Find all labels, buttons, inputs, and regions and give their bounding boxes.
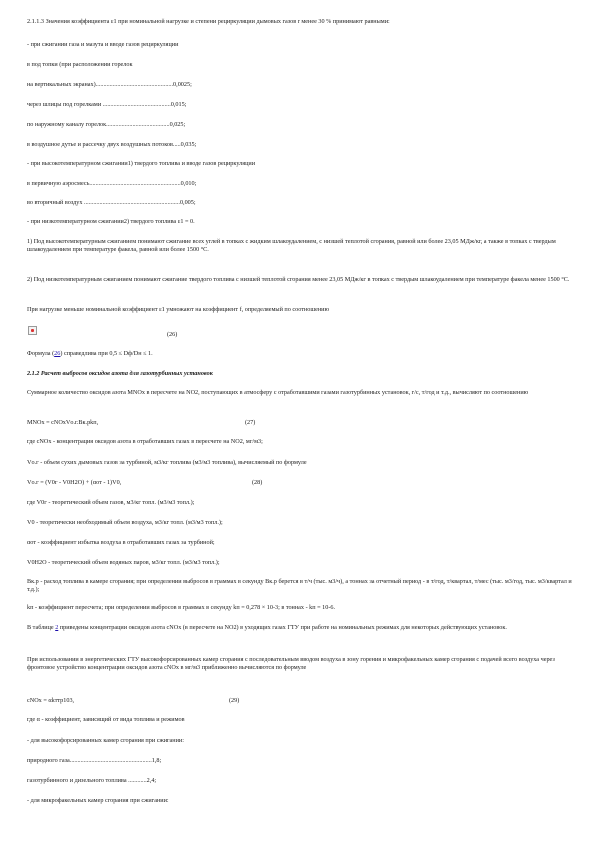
- paragraph-heading: 2.1.1.3 Значения коэффициента ε1 при номинальной нагрузке и степени рециркуляции дымовых газов r менее 30 % принимают равными:: [27, 18, 390, 25]
- text-line: где cNOх - концентрация оксидов азота в отработавших газах в пересчете на NO2, мг/м3;: [27, 438, 263, 445]
- equation: MNOх = cNOхVо.г.Bк.pkп,: [27, 419, 99, 426]
- text-fragment: В таблице: [27, 624, 56, 631]
- text-fragment: приведены концентрации оксидов азота cNOх (в пересчете на NO2) в уходящих газах ГТУ при работе на номинальных режимах для некоторых действующих установок.: [58, 624, 507, 631]
- text-line: в под топки (при расположении горелок: [27, 61, 133, 68]
- list-item: - при низкотемпературном сжигании2) твердого топлива ε1 = 0.: [27, 218, 195, 225]
- text-line: на вертикальных экранах)..................................................0,0025;: [27, 81, 192, 88]
- text-line: во вторичный воздух ..............................................................0,005;: [27, 199, 196, 206]
- text-line: αот - коэффициент избытка воздуха в отработавших газах за турбиной;: [27, 539, 215, 546]
- list-item: - для высокофорсированных камер сгорания при сжигании:: [27, 737, 184, 744]
- equation-number: (26): [167, 331, 178, 338]
- section-heading: 2.1.2 Расчет выбросов оксидов азота для газотурбинных установок: [27, 370, 213, 377]
- footnote-1: 1) Под высокотемпературным сжиганием понимают сжигание всех углей в топках с жидким шлакоудалением, с низшей теплотой сгорания, равной или более 23,05 МДж/кг, а также в топках с твердым шлакоудалением при температуре факела, равной или более 1500 °С.: [27, 238, 556, 253]
- paragraph: При использовании в энергетических ГТУ высокофорсированных камер сгорания с последовательным вводом воздуха в зону горения и микрофакельных камер сгорания с подачей всего воздуха через фронтовое устройство концентрации оксидов азота cNOх в мг/м3 приближенно вычисляются по формуле: [27, 656, 555, 671]
- equation-number: (27): [245, 419, 256, 426]
- text-line: Vо.г - объем сухих дымовых газов за турбиной, м3/кг топлива (м3/м3 топлива), вычисляемый по формуле: [27, 459, 307, 466]
- paragraph: [27, 624, 572, 632]
- formula-image-icon: [28, 326, 37, 335]
- text-line: [27, 350, 572, 358]
- text-line: V0 - теоретически необходимый объем воздуха, м3/кг топл. (м3/м3 топл.);: [27, 519, 223, 526]
- text-line: kп - коэффициент пересчета; при определении выбросов в граммах в секунду kп = 0,278 × 10-3; в тоннах - kп = 10-6.: [27, 604, 336, 611]
- footnote-2: 2) Под низкотемпературным сжиганием понимают сжигание твердого топлива с низшей теплотой сгорания менее 23,05 МДж/кг в топках с твердым шлакоудалением при температуре факела менее 1500 °С.: [27, 276, 570, 283]
- text-line: через шлицы под горелками ............................................0,015;: [27, 101, 187, 108]
- text-line: в первичную аэросмесь...........................................................0,010;: [27, 180, 197, 187]
- text-line: в воздушное дутье и рассечку двух воздушных потоков.....0,035;: [27, 141, 197, 148]
- text-fragment: Формула (: [27, 350, 55, 357]
- paragraph: Суммарное количество оксидов азота MNOх в пересчете на NO2, поступающих в атмосферу с отработавшими газами газотурбинных установок, г/с, т/год и т.д., вычисляют по соотношению: [27, 389, 529, 396]
- text-line: V0H2O - теоретический объем водяных паров, м3/кг топл. (м3/м3 топл.);: [27, 559, 220, 566]
- table-link[interactable]: 2: [55, 624, 59, 631]
- equation-number: (29): [229, 697, 240, 704]
- paragraph: Bк.р - расход топлива в камере сгорания; при определении выбросов в граммах в секунду Bк.р берется в т/ч (тыс. м3/ч), а тоннах за отчетный период - в т/год, т/квартал, т/мес (тыс. м3/год, тыс. м3/квартал и т.д.);: [27, 578, 572, 593]
- equation: Vо.г = (V0г - V0H2O) + (αот - 1)V0,: [27, 479, 122, 486]
- text-line: где α - коэффициент, зависящий от вида топлива и режимов: [27, 716, 185, 723]
- list-item: - для микрофакельных камер сгорания при сжигании:: [27, 797, 169, 804]
- equation-number: (28): [252, 479, 263, 486]
- text-line: газотурбинного и дизельного топлива ............2,4;: [27, 777, 157, 784]
- list-item: - при сжигании газа и мазута и вводе газов рециркуляции: [27, 41, 179, 48]
- equation: cNOх = αkттр103,: [27, 697, 75, 704]
- formula-link[interactable]: 26: [54, 350, 61, 357]
- text-line: по наружному каналу горелок.........................................0,025;: [27, 121, 186, 128]
- list-item: - при высокотемпературном сжигании1) твердого топлива и вводе газов рециркуляции: [27, 160, 256, 167]
- text-line: природного газа.....................................................1,8;: [27, 757, 162, 764]
- text-line: При нагрузке меньше номинальной коэффициент ε1 умножают на коэффициент f, определяемый по соотношению: [27, 306, 330, 313]
- text-line: где V0г - теоретический объем газов, м3/кг топл. (м3/м3 топл.);: [27, 499, 195, 506]
- text-fragment: ) справедлива при 0,5 ≤ Dф/Dн ≤ 1.: [60, 350, 153, 357]
